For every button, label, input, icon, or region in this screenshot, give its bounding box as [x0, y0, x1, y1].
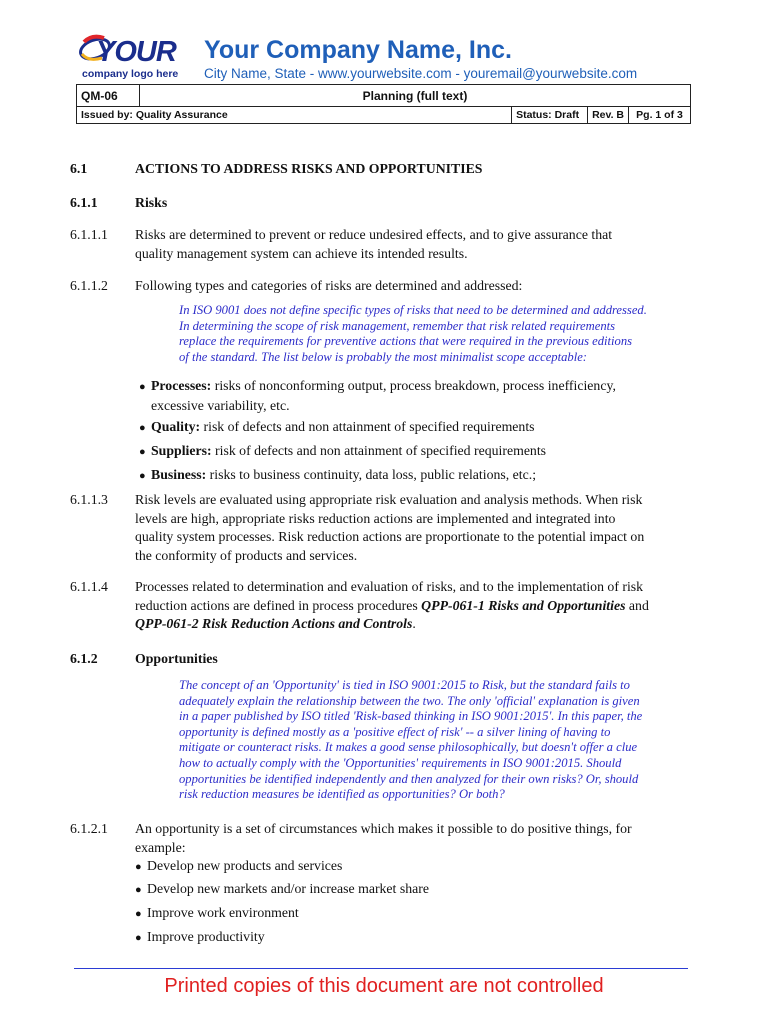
section-title: ACTIONS TO ADDRESS RISKS AND OPPORTUNITIES	[135, 161, 483, 176]
doc-id: QM-06	[77, 85, 140, 107]
bullet-icon: ●	[135, 908, 142, 920]
bullet-icon: ●	[135, 861, 142, 873]
note-line: opportunities be identified independently and then analyzed for their own risks? Or, should	[179, 771, 639, 786]
paragraph-number: 6.1.1.2	[70, 278, 108, 293]
bullet-icon: ●	[139, 381, 146, 393]
subsection-number: 6.1.2	[70, 651, 98, 666]
logo-subtitle: company logo here	[82, 68, 179, 80]
list-item: ● Quality: risk of defects and non attainment of specified requirements	[139, 418, 699, 438]
subsection-number: 6.1.1	[70, 195, 98, 210]
list-item: ● Improve productivity	[135, 928, 695, 948]
issued-by: Issued by: Quality Assurance	[77, 107, 512, 124]
paragraph-line: Processes related to determination and evaluation of risks, and to the implementation of risk	[135, 579, 644, 594]
note-line: replace the requirements for preventive actions that were required in the previous editions	[179, 334, 633, 349]
paragraph-line: Risks are determined to prevent or reduce undesired effects, and to give assurance that	[135, 227, 613, 242]
paragraph-number: 6.1.1.3	[70, 492, 108, 507]
note-line: In ISO 9001 does not define specific types of risks that need to be determined and addressed.	[179, 303, 647, 317]
document-control-table	[76, 84, 691, 124]
bullet-icon: ●	[139, 446, 146, 458]
note-line: in a paper published by ISO titled 'Risk-based thinking in ISO 9001:2015'. In this paper, the	[179, 709, 643, 724]
paragraph-line: levels are high, appropriate risks reduction actions are implemented and integrated into	[135, 510, 616, 526]
paragraph-number: 6.1.2.1	[70, 821, 108, 836]
list-item: ● Business: risks to business continuity, data loss, public relations, etc.;	[139, 466, 699, 486]
paragraph-line: example:	[135, 839, 186, 855]
paragraph-line: quality system processes. Risk reduction actions are proportionate to the potential impact on	[135, 529, 645, 544]
guidance-note-risks	[179, 303, 699, 365]
note-line: opportunity is defined mostly as a 'positive effect of risk' -- a silver lining of having to	[179, 724, 611, 739]
company-name: Your Company Name, Inc.	[204, 36, 512, 64]
paragraph-line: An opportunity is a set of circumstances which makes it possible to do positive things, for	[135, 821, 632, 836]
list-item: ● Improve work environment	[135, 904, 695, 924]
company-contact-info: City Name, State - www.yourwebsite.com - youremail@yourwebsite.com	[204, 66, 638, 81]
bullet-icon: ●	[139, 422, 146, 434]
note-line: The concept of an 'Opportunity' is tied in ISO 9001:2015 to Risk, but the standard fails to	[179, 678, 630, 692]
bullet-icon: ●	[135, 932, 142, 944]
list-item: ● Develop new markets and/or increase market share	[135, 880, 695, 900]
paragraph-line: Risk levels are evaluated using appropriate risk evaluation and analysis methods. When risk	[135, 492, 643, 507]
paragraph-number: 6.1.1.4	[70, 579, 108, 594]
guidance-note-opportunities	[179, 678, 699, 803]
page-number: Pg. 1 of 3	[629, 107, 691, 124]
note-line: how to actually comply with the 'Opportunities' requirements in ISO 9001:2015. Should	[179, 755, 622, 770]
paragraph-line: the conformity of products and services.	[135, 547, 358, 563]
subsection-title: Risks	[135, 195, 168, 210]
procedure-reference: QPP-061-1 Risks and Opportunities	[421, 597, 626, 613]
note-line: risk reduction measures be identified as opportunities? Or both?	[179, 787, 505, 802]
bullet-icon: ●	[139, 470, 146, 482]
list-item: ● Processes: risks of nonconforming output, process breakdown, process inefficiency, excessive variability, etc.	[139, 378, 616, 413]
doc-title: Planning (full text)	[140, 85, 691, 107]
paragraph-number: 6.1.1.1	[70, 227, 108, 242]
paragraph-line: quality management system can achieve its intended results.	[135, 245, 468, 261]
subsection-title: Opportunities	[135, 651, 218, 666]
note-line: In determining the scope of risk management, remember that risk related requirements	[179, 318, 616, 333]
footer-notice: Printed copies of this document are not controlled	[164, 975, 604, 997]
logo-wordmark: YOUR	[96, 36, 176, 68]
procedure-reference: QPP-061-2 Risk Reduction Actions and Controls	[135, 616, 413, 631]
note-line: mitigate or counteract risks. It makes a good sense philosophically, but doesn't offer a clue	[179, 740, 638, 755]
bullet-icon: ●	[135, 884, 142, 896]
company-logo	[78, 34, 188, 82]
footer-divider	[74, 968, 688, 969]
list-item: ● Develop new products and services	[135, 857, 695, 877]
section-number: 6.1	[70, 161, 88, 176]
doc-revision: Rev. B	[588, 107, 629, 124]
doc-status: Status: Draft	[512, 107, 588, 124]
note-line: adequately explain the relationship between the two. The only 'official' explanation is given	[179, 693, 640, 708]
list-item: ● Suppliers: risk of defects and non attainment of specified requirements	[139, 442, 699, 462]
note-line: of the standard. The list below is probably the most minimalist scope acceptable:	[179, 349, 587, 364]
paragraph-text: Following types and categories of risks are determined and addressed:	[135, 278, 523, 293]
